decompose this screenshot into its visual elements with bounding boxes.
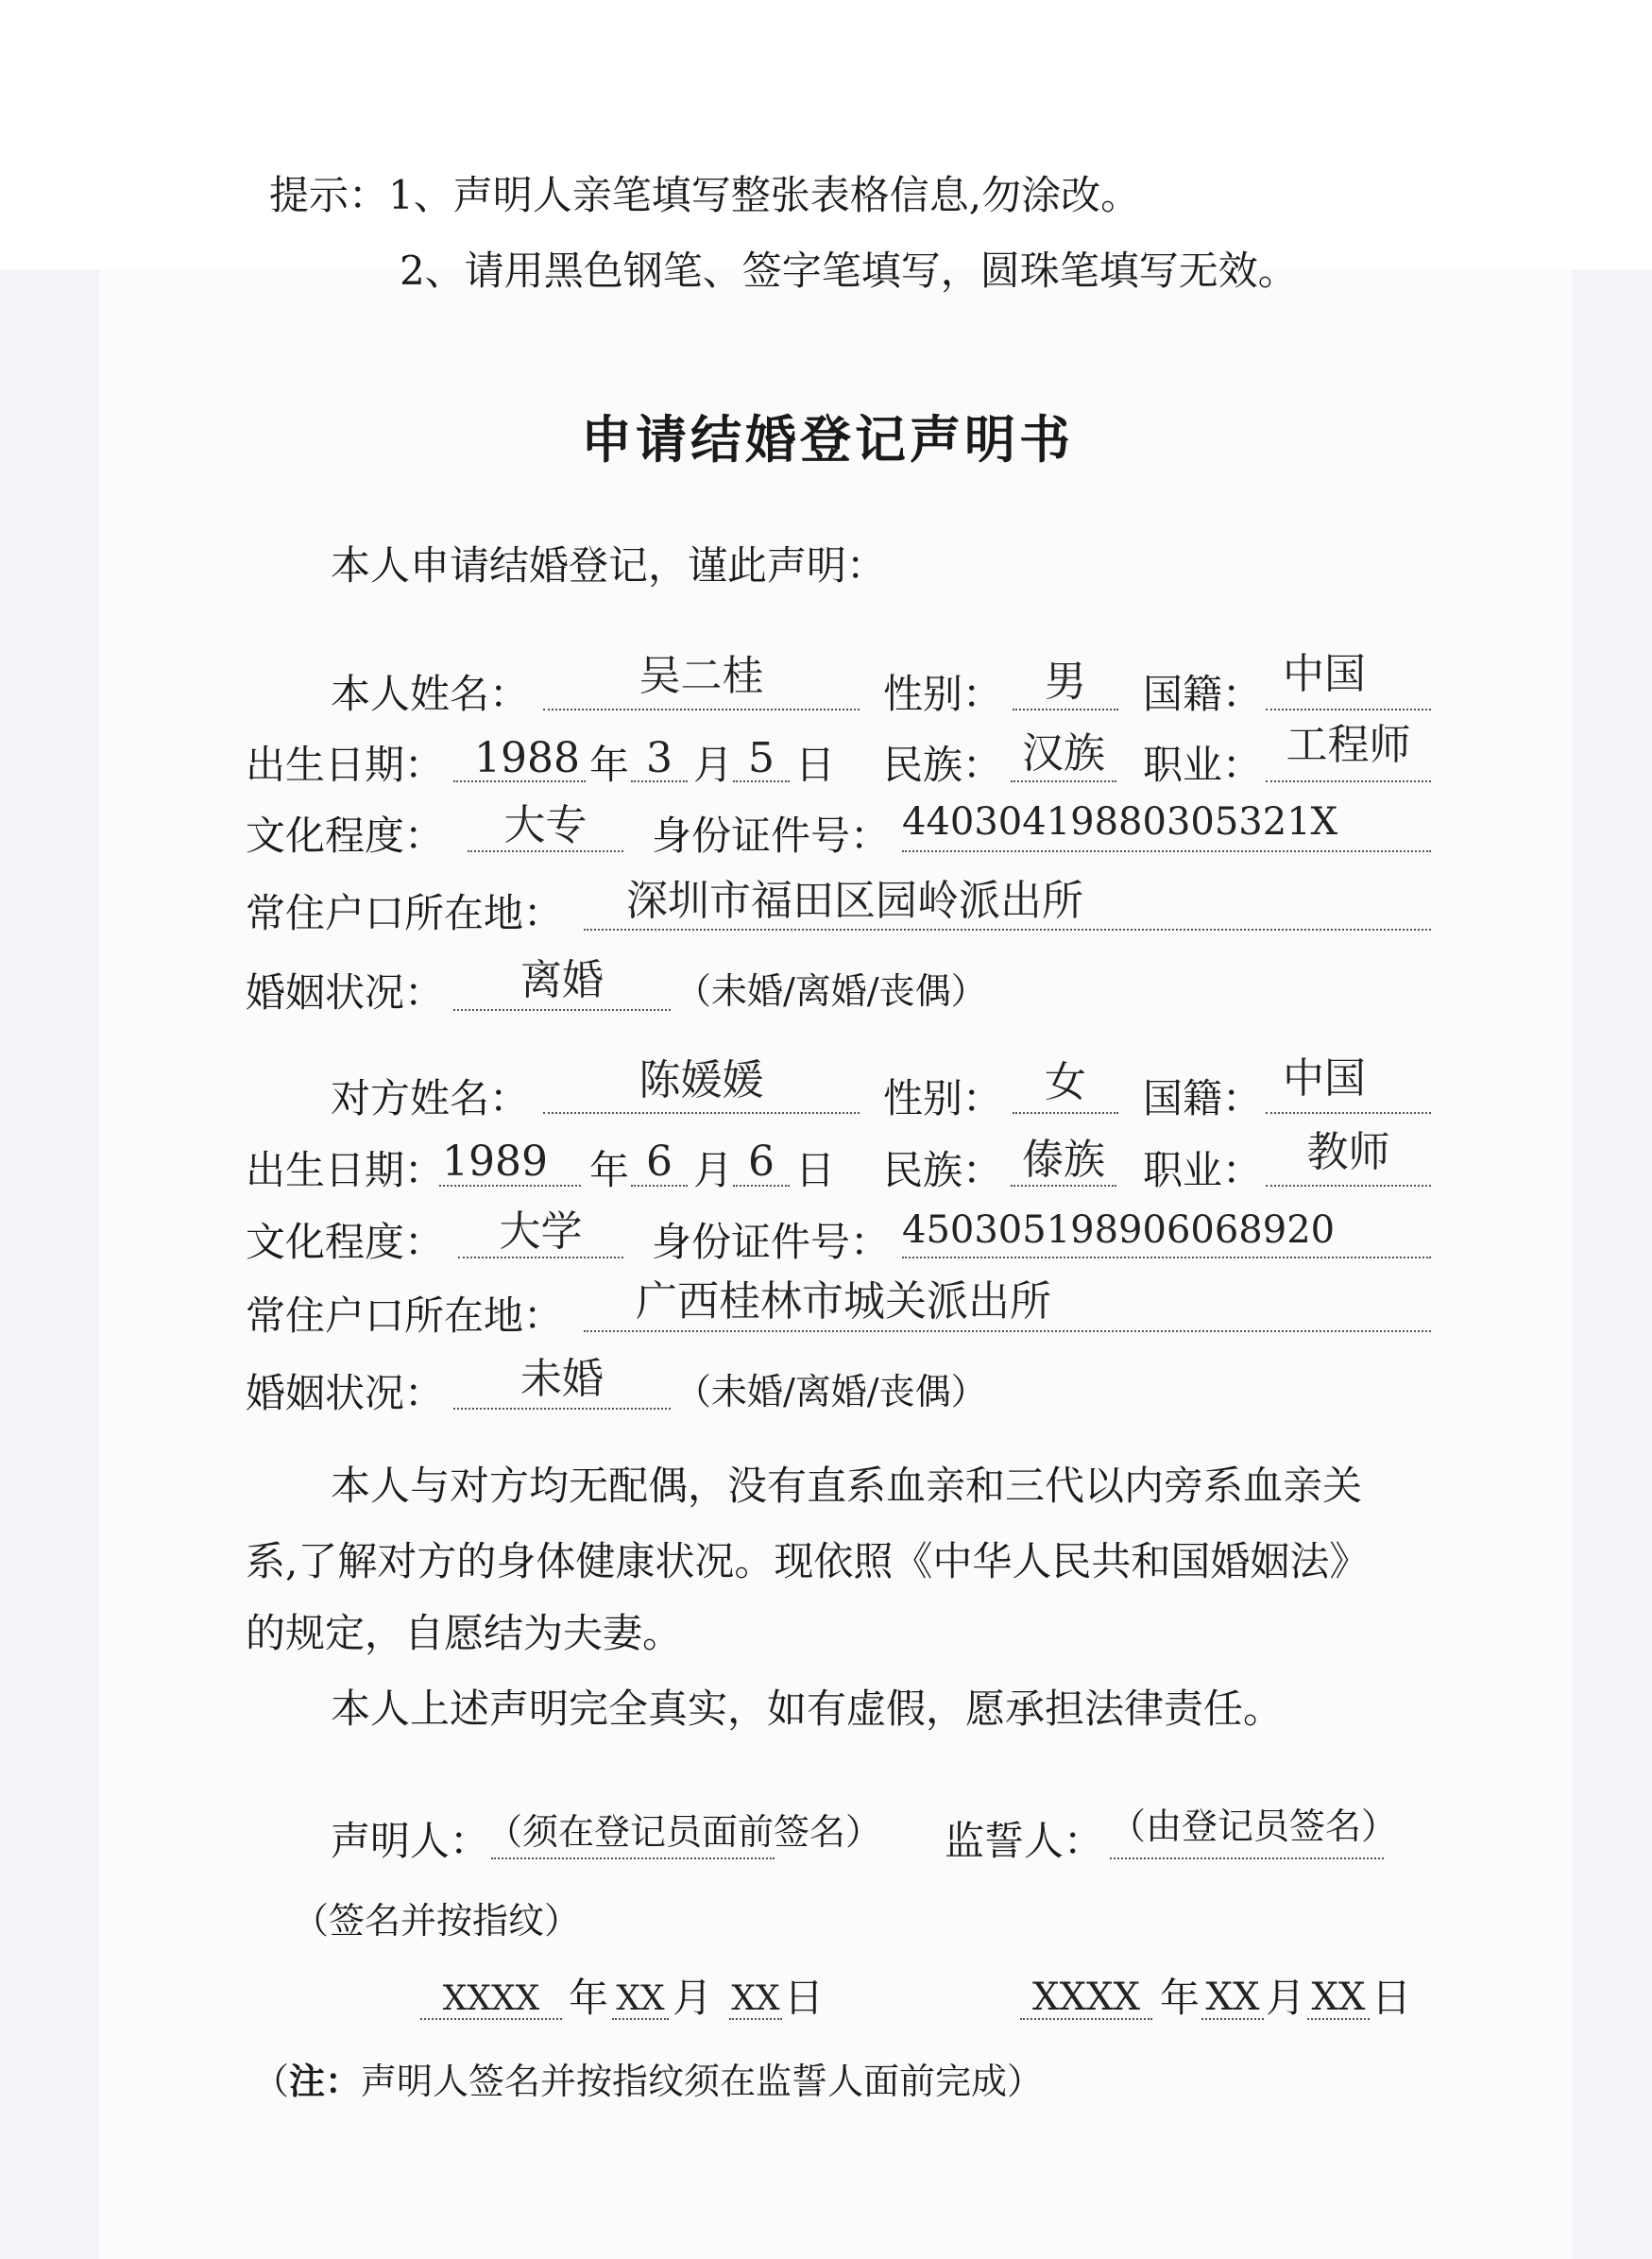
self-nationality-label: 国籍：: [1143, 671, 1263, 717]
self-education-value: 大专: [503, 801, 588, 849]
supervisor-date-year: XXXX: [1032, 1976, 1140, 2019]
other-day-label: 日: [795, 1147, 836, 1193]
self-nationality-value: 中国: [1283, 650, 1366, 698]
other-nationality-value: 中国: [1283, 1054, 1366, 1103]
self-marital-label: 婚姻状况：: [246, 969, 445, 1016]
self-id-label: 身份证件号：: [652, 813, 891, 859]
self-education-label: 文化程度：: [246, 813, 445, 859]
footnote-open-paren: （: [253, 2061, 290, 2102]
other-residence-value: 广西桂林市城关派出所: [636, 1277, 1051, 1326]
supervisor-month-label: 月: [1266, 1975, 1306, 2021]
other-gender-label: 性别：: [883, 1075, 1003, 1121]
supervisor-label: 监誓人：: [945, 1818, 1104, 1864]
other-id-line: [902, 1257, 1431, 1258]
other-education-value: 大学: [499, 1207, 583, 1256]
other-ethnicity-value: 傣族: [1022, 1136, 1105, 1184]
declarant-date-month-line: [612, 2018, 669, 2020]
other-occupation-label: 职业：: [1143, 1147, 1263, 1193]
self-ethnicity-label: 民族：: [883, 742, 1003, 788]
tip-line-2: 2、请用黑色钢笔、签字笔填写，圆珠笔填写无效。: [400, 248, 1298, 294]
other-year-label: 年: [589, 1147, 630, 1193]
self-month-label: 月: [693, 742, 734, 788]
fingerprint-note: （签名并按指纹）: [293, 1900, 581, 1942]
self-birth-month-line: [631, 780, 688, 782]
document-title: 申请结婚登记声明书: [581, 409, 1074, 470]
other-residence-label: 常住户口所在地：: [246, 1292, 564, 1339]
self-birth-year: 1988: [474, 734, 580, 782]
self-birth-day: 5: [748, 734, 775, 782]
self-occupation-label: 职业：: [1143, 742, 1263, 788]
self-residence-value: 深圳市福田区园岭派出所: [626, 877, 1083, 925]
supervisor-date-day-line: [1307, 2018, 1370, 2020]
footnote-text: 声明人签名并按指纹须在监誓人面前完成）: [361, 2061, 1044, 2102]
supervisor-note: （由登记员签名）: [1110, 1805, 1398, 1847]
self-residence-line: [584, 929, 1431, 931]
declaration-line-3: 的规定，自愿结为夫妻。: [246, 1610, 683, 1656]
other-marital-value: 未婚: [520, 1355, 604, 1403]
declaration-truth: 本人上述声明完全真实，如有虚假，愿承担法律责任。: [331, 1686, 1284, 1732]
declarant-year-label: 年: [569, 1975, 609, 2021]
self-day-label: 日: [795, 742, 836, 788]
other-marital-label: 婚姻状况：: [246, 1370, 445, 1416]
other-gender-value: 女: [1045, 1058, 1086, 1106]
other-birth-day-line: [733, 1185, 790, 1187]
other-id-label: 身份证件号：: [652, 1219, 891, 1265]
declaration-line-2: 系,了解对方的身体健康状况。现依照《中华人民共和国婚姻法》: [246, 1538, 1370, 1584]
tip-line-1: 提示：1、声明人亲笔填写整张表格信息,勿涂改。: [269, 172, 1141, 218]
self-gender-value: 男: [1045, 658, 1086, 706]
self-id-value: 44030419880305321X: [902, 800, 1338, 844]
footnote: [253, 2060, 1044, 2102]
self-education-line: [468, 850, 623, 852]
other-birth-month: 6: [646, 1138, 673, 1186]
supervisor-date-year-line: [1020, 2018, 1152, 2020]
other-residence-line: [584, 1330, 1431, 1332]
other-id-value: 450305198906068920: [902, 1208, 1336, 1252]
other-education-line: [458, 1257, 623, 1258]
self-name-label: 本人姓名：: [331, 671, 530, 717]
other-nationality-line: [1266, 1112, 1431, 1114]
other-gender-line: [1013, 1112, 1118, 1114]
self-name-line: [543, 709, 860, 710]
declarant-date-day-line: [729, 2018, 782, 2020]
paper-header-area: [0, 0, 1652, 269]
other-marital-options: （未婚/离婚/丧偶）: [675, 1371, 987, 1412]
other-name-line: [543, 1112, 860, 1114]
declarant-date-day: XX: [731, 1979, 780, 2018]
self-marital-options: （未婚/离婚/丧偶）: [675, 970, 987, 1012]
supervisor-day-label: 日: [1371, 1975, 1412, 2021]
other-birth-month-line: [631, 1185, 688, 1187]
self-birth-month: 3: [646, 734, 673, 782]
self-marital-value: 离婚: [520, 956, 604, 1004]
other-occupation-line: [1266, 1185, 1431, 1187]
self-occupation-value: 工程师: [1286, 721, 1411, 769]
self-ethnicity-line: [1011, 780, 1116, 782]
declarant-date-year: XXXX: [442, 1979, 540, 2018]
supervisor-date-month-line: [1201, 2018, 1264, 2020]
other-nationality-label: 国籍：: [1143, 1075, 1263, 1121]
other-marital-line: [453, 1408, 671, 1410]
other-month-label: 月: [693, 1147, 734, 1193]
other-birth-year: 1989: [442, 1138, 548, 1186]
supervisor-date-day: XX: [1311, 1976, 1366, 2019]
self-year-label: 年: [589, 742, 630, 788]
other-birth-day: 6: [748, 1138, 775, 1186]
self-name-value: 吴二桂: [639, 652, 764, 700]
self-nationality-line: [1266, 709, 1431, 710]
other-occupation-value: 教师: [1306, 1128, 1390, 1176]
other-education-label: 文化程度：: [246, 1219, 445, 1265]
self-marital-line: [453, 1009, 671, 1011]
declarant-note: （须在登记员面前签名）: [486, 1811, 882, 1853]
self-residence-label: 常住户口所在地：: [246, 890, 564, 936]
intro-text: 本人申请结婚登记，谨此声明：: [331, 542, 887, 589]
self-gender-line: [1013, 709, 1118, 710]
self-birth-label: 出生日期：: [246, 742, 445, 788]
other-ethnicity-label: 民族：: [883, 1147, 1003, 1193]
self-birth-year-line: [453, 780, 586, 782]
other-birth-label: 出生日期：: [246, 1147, 445, 1193]
self-gender-label: 性别：: [883, 671, 1003, 717]
declarant-date-month: XX: [616, 1979, 665, 2018]
other-name-label: 对方姓名：: [331, 1075, 530, 1121]
other-name-value: 陈媛媛: [639, 1056, 764, 1104]
other-birth-year-line: [439, 1185, 581, 1187]
declaration-line-1: 本人与对方均无配偶，没有直系血亲和三代以内旁系血亲关: [331, 1463, 1363, 1509]
supervisor-year-label: 年: [1160, 1975, 1201, 2021]
self-occupation-line: [1266, 780, 1431, 782]
footnote-marker: 注：: [289, 2060, 362, 2102]
self-id-line: [902, 850, 1431, 852]
declarant-label: 声明人：: [331, 1818, 490, 1864]
self-birth-day-line: [733, 780, 790, 782]
declarant-date-year-line: [420, 2018, 562, 2020]
declarant-month-label: 月: [673, 1975, 713, 2021]
self-ethnicity-value: 汉族: [1022, 729, 1105, 778]
supervisor-signature-line: [1110, 1857, 1384, 1859]
other-ethnicity-line: [1011, 1185, 1116, 1187]
supervisor-date-month: XX: [1205, 1976, 1260, 2019]
declarant-signature-line: [491, 1857, 775, 1859]
declarant-day-label: 日: [784, 1975, 825, 2021]
